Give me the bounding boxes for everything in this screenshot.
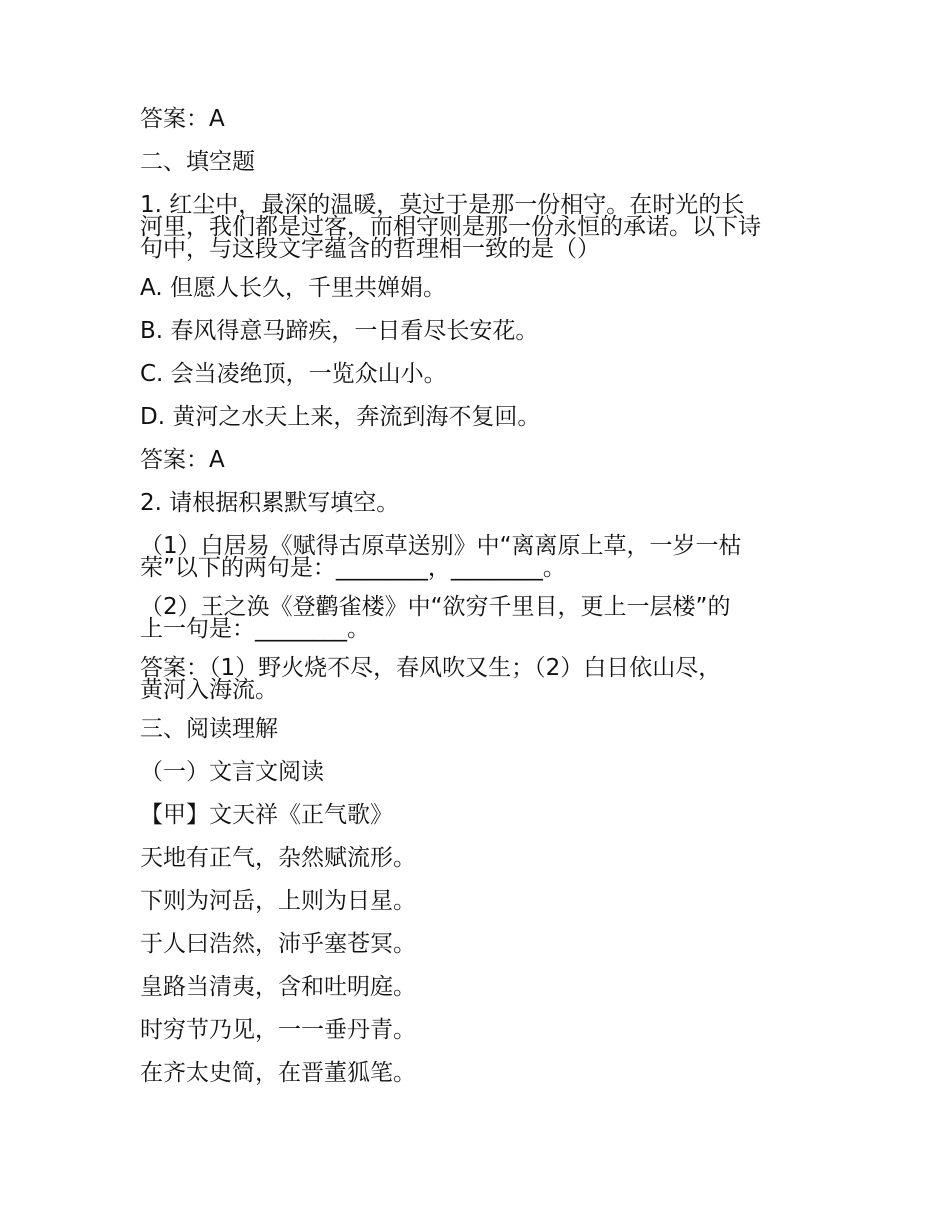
section-heading-reading: 三、阅读理解 <box>140 716 278 742</box>
poem-line: 皇路当清夷，含和吐明庭。 <box>140 974 416 1000</box>
question-2-title: 2. 请根据积累默写填空。 <box>140 490 400 516</box>
question-2-part-1 <box>140 531 812 579</box>
option-b: B. 春风得意马蹄疾，一日看尽长安花。 <box>140 318 539 344</box>
question-1-stem <box>140 190 812 260</box>
question-2-part-1-row-2: 荣”以下的两句是：________，________。 <box>140 555 566 581</box>
poem-line: 于人曰浩然，沛乎塞苍冥。 <box>140 931 416 957</box>
question-2-part-2 <box>140 592 812 640</box>
answer-line: 答案：A <box>140 106 225 132</box>
document-body <box>140 104 812 1101</box>
answer-question-2 <box>140 653 812 701</box>
poem-line: 天地有正气，杂然赋流形。 <box>140 845 416 871</box>
option-c: C. 会当凌绝顶，一览众山小。 <box>140 361 447 387</box>
question-2-part-2-row-2: 上一句是：________。 <box>140 616 370 642</box>
poem-line: 时穷节乃见，一一垂丹青。 <box>140 1017 416 1043</box>
subsection-heading-classical: （一）文言文阅读 <box>140 759 324 785</box>
answer-question-2-row-1: 答案：（1）野火烧不尽，春风吹又生；（2）白日依山尽， <box>140 655 722 681</box>
section-heading-fill-blank: 二、填空题 <box>140 149 255 175</box>
poem-line: 下则为河岳，上则为日星。 <box>140 888 416 914</box>
poem-title: 【甲】文天祥《正气歌》 <box>140 802 393 828</box>
question-2-part-1-row-1: （1）白居易《赋得古原草送别》中“离离原上草，一岁一枯 <box>140 533 742 559</box>
answer-question-1: 答案：A <box>140 447 225 473</box>
option-d: D. 黄河之水天上来，奔流到海不复回。 <box>140 404 541 430</box>
poem-line: 在齐太史简，在晋董狐笔。 <box>140 1060 416 1086</box>
question-1-row-2: 河里，我们都是过客，而相守则是那一份永恒的承诺。以下诗 <box>140 214 761 240</box>
question-2-part-2-row-1: （2）王之涣《登鹳雀楼》中“欲穷千里目，更上一层楼”的 <box>140 594 731 620</box>
option-a: A. 但愿人长久，千里共婵娟。 <box>140 275 446 301</box>
question-1-row-3: 句中，与这段文字蕴含的哲理相一致的是（） <box>140 236 600 262</box>
answer-question-2-row-2: 黄河入海流。 <box>140 677 278 703</box>
question-1-row-1: 1. 红尘中，最深的温暖，莫过于是那一份相守。在时光的长 <box>140 192 745 218</box>
